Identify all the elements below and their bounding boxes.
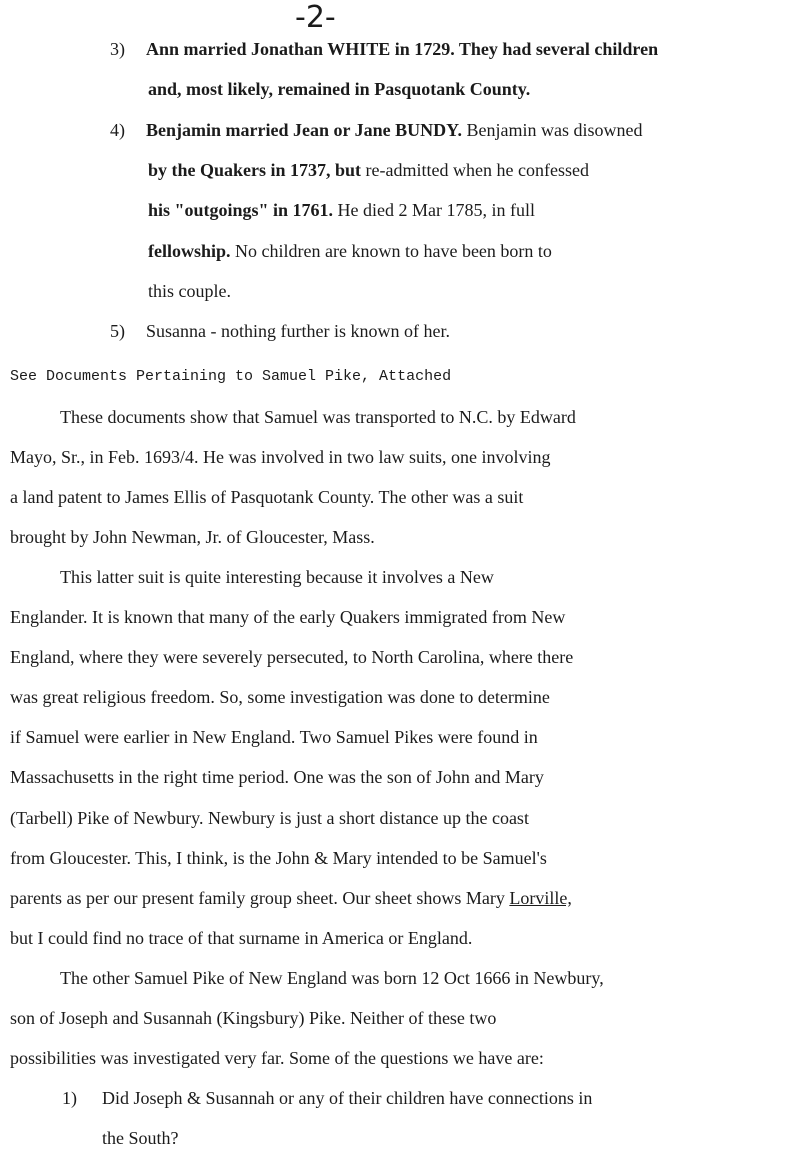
- list-item-text: Ann married Jonathan WHITE in 1729. They had several children: [146, 39, 659, 59]
- paragraph-line: from Gloucester. This, I think, is the John & Mary intended to be Samuel's: [10, 848, 547, 868]
- paragraph-line: brought by John Newman, Jr. of Gloucester, Mass.: [10, 527, 375, 547]
- underlined-surname: Lorville,: [509, 888, 572, 908]
- paragraph-line: if Samuel were earlier in New England. Two Samuel Pikes were found in: [10, 727, 538, 747]
- paragraph-line: These documents show that Samuel was transported to N.C. by Edward: [60, 407, 576, 427]
- paragraph-line: (Tarbell) Pike of Newbury. Newbury is just a short distance up the coast: [10, 808, 529, 828]
- list-item-text: and, most likely, remained in Pasquotank County.: [148, 79, 531, 99]
- paragraph-line: a land patent to James Ellis of Pasquotank County. The other was a suit: [10, 487, 524, 507]
- paragraph-line: Massachusetts in the right time period. One was the son of John and Mary: [10, 767, 544, 787]
- paragraph-line: This latter suit is quite interesting because it involves a New: [60, 567, 494, 587]
- list-item-text: by the Quakers in 1737, but re-admitted when he confessed: [148, 160, 589, 180]
- paragraph-line: England, where they were severely persecuted, to North Carolina, where there: [10, 647, 574, 667]
- list-number: 5): [110, 321, 125, 341]
- question-text: Did Joseph & Susannah or any of their children have connections in: [102, 1088, 593, 1108]
- question-text: the South?: [102, 1128, 179, 1148]
- list-number: 3): [110, 39, 125, 59]
- paragraph-line: The other Samuel Pike of New England was born 12 Oct 1666 in Newbury,: [60, 968, 604, 988]
- list-item-text: fellowship. No children are known to have been born to: [148, 241, 552, 261]
- paragraph-line: Englander. It is known that many of the early Quakers immigrated from New: [10, 607, 566, 627]
- list-number: 4): [110, 120, 125, 140]
- paragraph-line: possibilities was investigated very far. Some of the questions we have are:: [10, 1048, 544, 1068]
- list-item-4-cont: [148, 239, 552, 263]
- paragraph-line: was great religious freedom. So, some investigation was done to determine: [10, 687, 550, 707]
- list-item-4-cont: [148, 158, 589, 182]
- list-item-text: Benjamin married Jean or Jane BUNDY. Benjamin was disowned: [146, 120, 643, 140]
- page-number: -2-: [295, 0, 336, 35]
- list-item-text: this couple.: [148, 281, 231, 301]
- list-item-4-cont: [148, 279, 231, 303]
- list-item-text: Susanna - nothing further is known of her.: [146, 321, 450, 341]
- list-item-3: [110, 37, 658, 61]
- question-item-1-cont: [102, 1126, 179, 1150]
- list-item-3-cont: [148, 77, 530, 101]
- list-item-4-cont: [148, 198, 535, 222]
- paragraph-text: parents as per our present family group sheet. Our sheet shows Mary: [10, 888, 510, 908]
- paragraph-line: Mayo, Sr., in Feb. 1693/4. He was involved in two law suits, one involving: [10, 447, 551, 467]
- list-item-text: his "outgoings" in 1761. He died 2 Mar 1785, in full: [148, 200, 536, 220]
- paragraph-line: son of Joseph and Susannah (Kingsbury) Pike. Neither of these two: [10, 1008, 497, 1028]
- paragraph-line: [10, 886, 572, 910]
- section-heading: See Documents Pertaining to Samuel Pike, Attached: [10, 368, 452, 385]
- list-item-4: [110, 118, 642, 142]
- list-item-5: [110, 319, 450, 343]
- question-item-1: [62, 1086, 592, 1110]
- paragraph-line: but I could find no trace of that surname in America or England.: [10, 928, 473, 948]
- list-number: 1): [62, 1088, 77, 1108]
